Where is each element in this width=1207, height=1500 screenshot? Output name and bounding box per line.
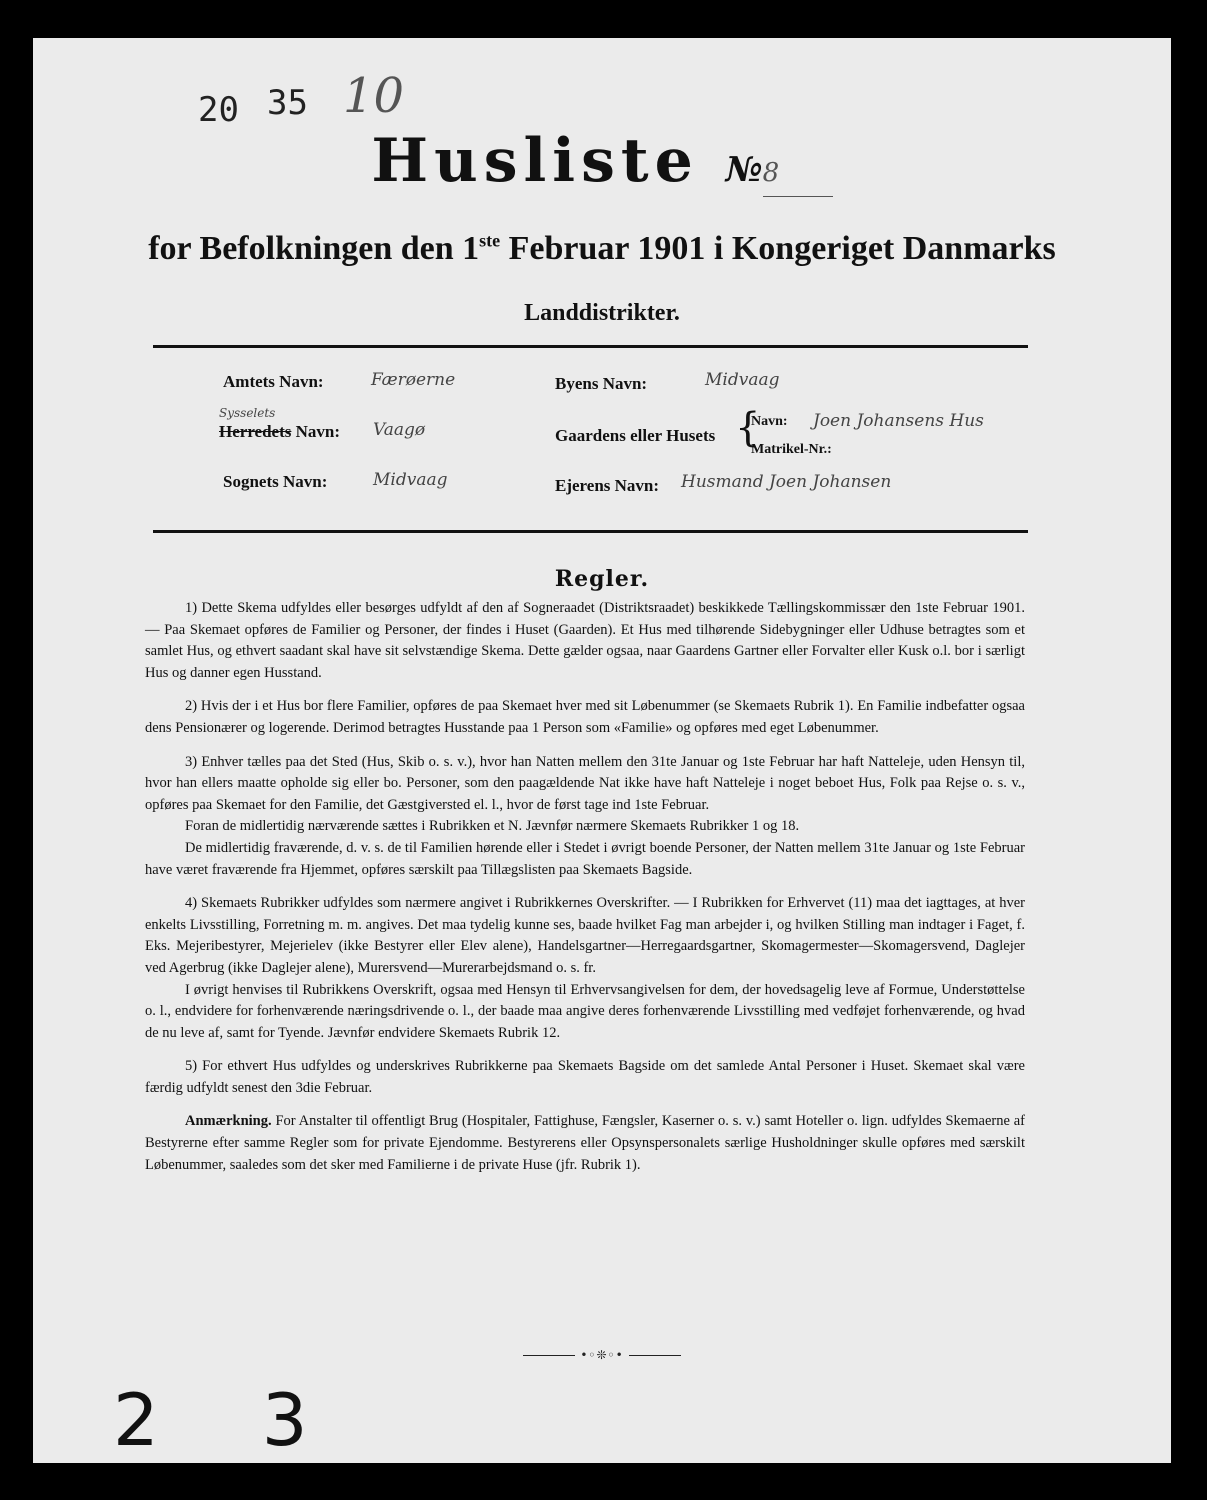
rules-text (145, 598, 1025, 1188)
subtitle-post: Februar 1901 i Kongeriget Danmarks (500, 230, 1056, 267)
annotation (145, 1111, 1025, 1176)
form-title (33, 126, 1171, 197)
gaard-navn-label: Navn: (751, 414, 788, 429)
rule-3-note-n: Foran de midlertidig nærværende sættes i Rubrikken et N. Jævnfør nærmere Skemaets Rubrikker 1 og 18. (185, 818, 800, 835)
rule-1: 1) Dette Skema udfyldes eller besørges udfyldt af den af Sogneraadet (Distriktsraadet) beskikkede Tællingskommissær den 1ste Februar 1901. — Paa Skemaet opføres de Familier og Personer, der findes i Huset (Gaarden). Et Hus med tilhørende Sidebygninger eller Udhuse betragtes som et samlet Hus, og ethvert saadant skal have sit selvstændige Skema. Dette gælder ogsaa, naar Gaardens Gartner eller Forvalter eller Kusk o.l. bor i særligt Hus og danner egen Husstand. (145, 600, 1025, 681)
annotation-label: Anmærkning. (185, 1113, 272, 1130)
form-title-text: Husliste (371, 126, 699, 196)
amt-value: Færøerne (371, 370, 456, 390)
herred-label-rest: Navn: (295, 422, 341, 441)
sogn-value: Midvaag (373, 470, 448, 490)
subtitle-sup: ste (479, 230, 501, 251)
stamp-number-middle: 35 (267, 83, 308, 123)
numero-field (763, 126, 833, 197)
bottom-divider (153, 530, 1028, 533)
ornament-glyphs: •◦❊◦• (580, 1348, 624, 1362)
subtitle-pre: for Befolkningen den 1 (148, 230, 480, 267)
gaard-navn-value: Joen Johansens Hus (813, 411, 984, 431)
gaard-label: Gaardens eller Husets (555, 426, 716, 445)
rule-2: 2) Hvis der i et Hus bor flere Familier, opføres de paa Skemaet hver med sit Løbenummer (se Skemaets Rubrik 1). En Familie indbefatter ogsaa dens Pensionærer og logerende. Derimod betragtes Husstande paa 1 Person som «Familie» og opføres med eget Løbenummer. (145, 698, 1025, 736)
ejer-value: Husmand Joen Johansen (681, 472, 892, 492)
ornament-line-right (629, 1355, 681, 1356)
rule-4-note: I øvrigt henvises til Rubrikkens Overskrift, ogsaa med Hensyn til Erhvervsangivelsen for dem, der hovedsagelig leve af Formue, Understøttelse o. l., endvidere for forhenværende næringsdrivende o. l., der baade maa angive deres forhenværende Livsstilling med vedføjet forhenværende, og hvad de nu leve af, samt for Tyende. Jævnfør endvidere Skemaets Rubrik 12. (145, 981, 1025, 1041)
stamp-number-left: 20 (198, 90, 239, 130)
rules-heading: Regler. (554, 566, 650, 592)
ornament-divider (33, 1348, 1171, 1362)
ornament-line-left (523, 1355, 575, 1356)
rule-3: 3) Enhver tælles paa det Sted (Hus, Skib o. s. v.), hvor han Natten mellem den 31te Januar og 1ste Februar har haft Natteleje, uden Hensyn til, hvor han ellers maatte opholde sig eller bo. Personer, som den paagældende Nat ikke have haft Natteleje i noget beboet Hus, Folk paa Rejse o. s. v., opføres paa Skemaet for den Familie, det Gæstgiversted el. l., hvor de først tage ind 1ste Februar. (145, 753, 1025, 813)
rule-3-absent: De midlertidig fraværende, d. v. s. de til Familien hørende eller i Stedet i øvrigt boende Personer, der Natten mellem 31te Januar og 1ste Februar have været fraværende fra Hjemmet, opføres særskilt paa Tillægslisten paa Skemaets Bagside. (145, 839, 1025, 878)
top-divider (153, 345, 1028, 348)
herred-label (219, 422, 340, 442)
matrikel-label: Matrikel-Nr.: (751, 442, 832, 457)
annotation-text: For Anstalter til offentligt Brug (Hospitaler, Fattighuse, Fængsler, Kaserner o. s. v.) samt Hoteller o. lign. udfyldes Skemaerne af Bestyrerne efter samme Regler som for private Ejendomme. Bestyrerens eller Opsynspersonalets særlige Husholdninger skulle opføres med særskilt Løbenummer, saaledes som det sker med Familierne i de private Huse (jfr. Rubrik 1). (145, 1113, 1025, 1173)
rule-5: 5) For ethvert Hus udfyldes og underskrives Rubrikkerne paa Skemaets Bagside om det samlede Antal Personer i Huset. Skemaet skal være færdig udfyldt senest den 3die Februar. (145, 1058, 1025, 1096)
by-label: Byens Navn: (555, 374, 648, 393)
district-heading: Landdistrikter. (524, 300, 680, 326)
numero-value: 8 (762, 158, 786, 188)
herred-label-struck: Herredets (219, 422, 292, 441)
gaard-brace: { (735, 405, 761, 451)
handwritten-number: 10 (343, 68, 405, 124)
by-value: Midvaag (705, 370, 780, 390)
census-form-page (33, 38, 1171, 1463)
bottom-handwritten-number: 2 3 (113, 1378, 348, 1462)
herred-value: Vaagø (373, 420, 426, 440)
rule-4: 4) Skemaets Rubrikker udfyldes som nærmere angivet i Rubrikkernes Overskrifter. — I Rubrikken for Erhvervet (11) maa det iagttages, at hver enkelts Livsstilling, Forretning m. m. angives. Det maa tydelig kunne ses, baade hvilket Fag man arbejder i, og hvilken Stilling man indtager i Faget, f. Eks. Mejeribestyrer, Mejerielev (ikke Bestyrer eller Elev alene), Handelsgartner—Herregaardsgartner, Skomagermester—Skomagersvend, Daglejer ved Agerbrug (ikke Daglejer alene), Murersvend—Murerarbejdsmand o. s. fr. (145, 895, 1025, 976)
herred-label-correction: Sysselets (219, 406, 276, 420)
ejer-label: Ejerens Navn: (555, 476, 660, 495)
numero-sign: № (725, 150, 763, 190)
sogn-label: Sognets Navn: (223, 472, 328, 491)
form-subtitle (33, 230, 1171, 268)
amt-label: Amtets Navn: (223, 372, 324, 391)
